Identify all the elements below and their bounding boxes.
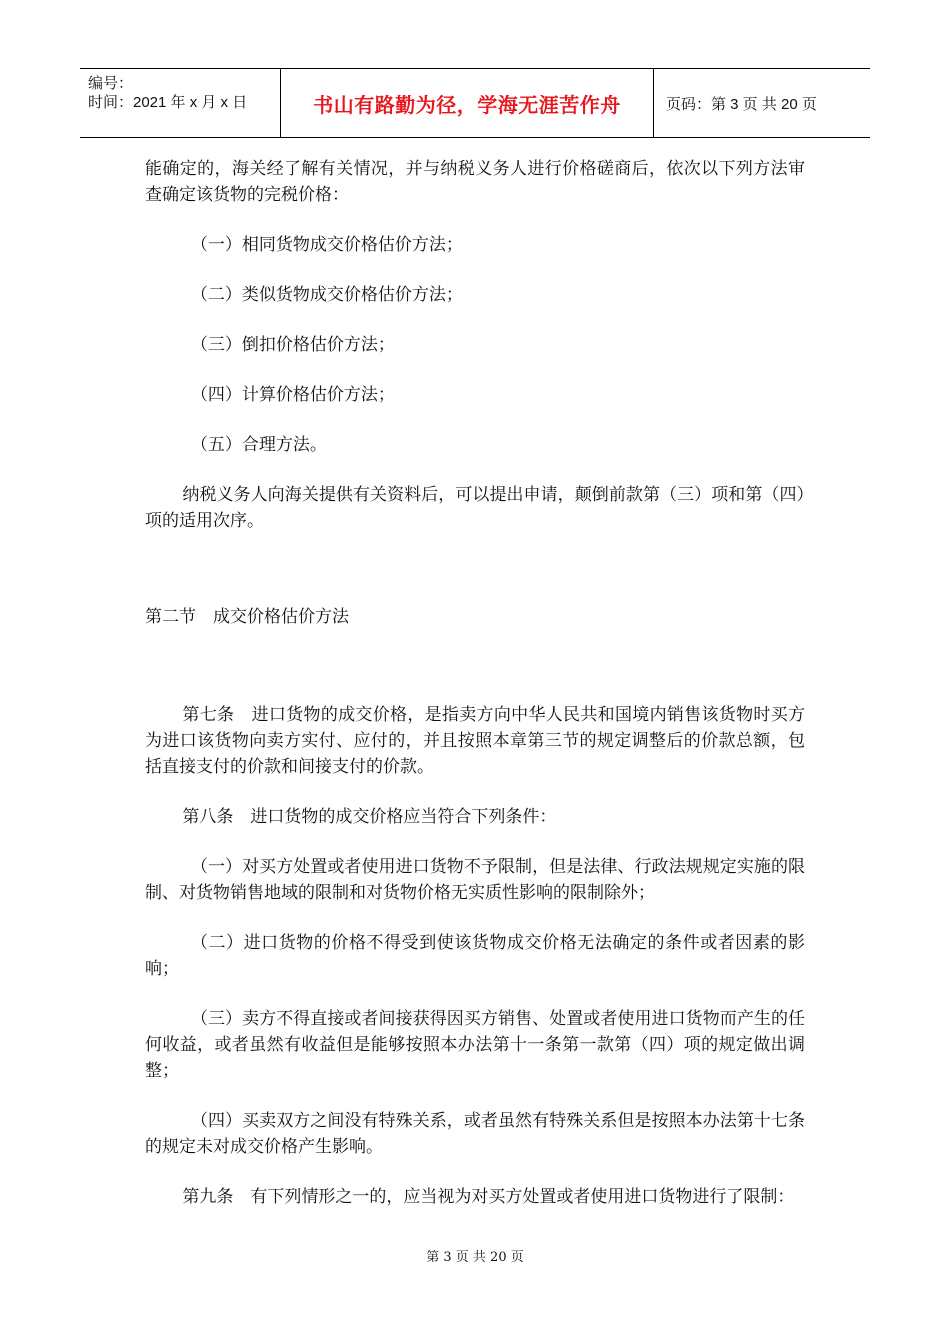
paragraph-application: 纳税义务人向海关提供有关资料后，可以提出申请，颠倒前款第（三）项和第（四）项的适用次序。 [145,485,805,531]
document-body [145,156,805,1210]
header-motto-cell [281,69,654,137]
method-item-5: （五）合理方法。 [190,435,327,455]
condition-item-1: （一）对买方处置或者使用进口货物不予限制，但是法律、行政法规规定实施的限制、对货物销售地域的限制和对货物价格无实质性影响的限制除外； [145,857,805,903]
method-item-2: （二）类似货物成交价格估价方法； [190,285,463,305]
article-7: 第七条 进口货物的成交价格，是指卖方向中华人民共和国境内销售该货物时买方为进口该货物向卖方实付、应付的，并且按照本章第三节的规定调整后的价款总额，包括直接支付的价款和间接支付的价款。 [145,705,805,777]
header-meta-cell [80,69,281,137]
page-footer [0,1246,950,1265]
condition-item-3: （三）卖方不得直接或者间接获得因买方销售、处置或者使用进口货物而产生的任何收益，或者虽然有收益但是能够按照本办法第十一条第一款第（四）项的规定做出调整； [145,1009,805,1081]
method-item-3: （三）倒扣价格估价方法； [190,335,395,355]
method-item-4: （四）计算价格估价方法； [190,385,395,405]
condition-item-4: （四）买卖双方之间没有特殊关系，或者虽然有特殊关系但是按照本办法第十七条的规定未对成交价格产生影响。 [145,1111,805,1157]
header-page-info: 页码：第 3 页 共 20 页 [666,95,817,113]
condition-item-2: （二）进口货物的价格不得受到使该货物成交价格无法确定的条件或者因素的影响； [145,933,805,979]
header-page-cell [654,69,870,137]
header-motto: 书山有路勤为径，学海无涯苦作舟 [313,94,621,117]
section-title: 第二节 成交价格估价方法 [145,607,349,627]
footer-page-number: 第 3 页 共 20 页 [426,1250,524,1265]
document-date: 时间：2021 年 x 月 x 日 [88,94,248,111]
article-8: 第八条 进口货物的成交价格应当符合下列条件： [182,807,557,827]
paragraph-continuation: 能确定的，海关经了解有关情况，并与纳税义务人进行价格磋商后，依次以下列方法审查确定该货物的完税价格： [145,159,805,205]
document-number-label: 编号： [88,75,134,92]
page-header [80,68,870,138]
method-item-1: （一）相同货物成交价格估价方法； [190,235,463,255]
article-9: 第九条 有下列情形之一的，应当视为对买方处置或者使用进口货物进行了限制： [182,1187,795,1207]
